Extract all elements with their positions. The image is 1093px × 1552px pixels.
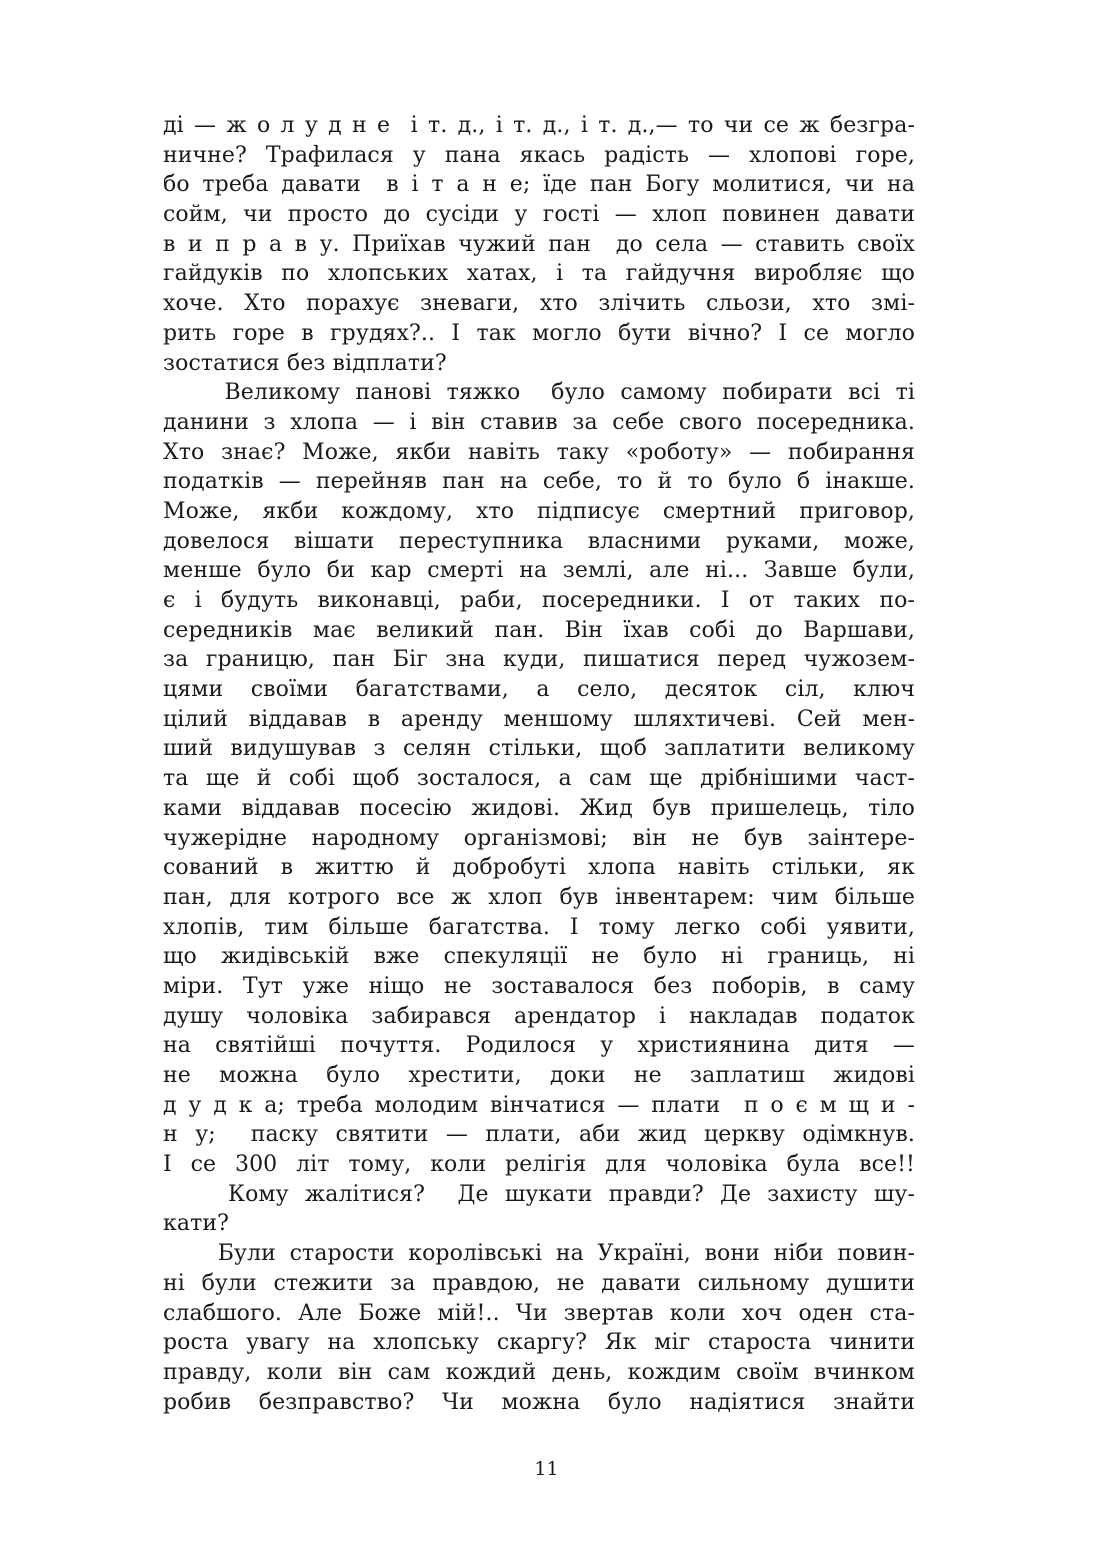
text-line: робив безправство? Чи можна було надіятися знайти xyxy=(163,1389,915,1415)
text-line: ничне? Трафилася у пана якась радість — хлопові горе, xyxy=(163,142,915,168)
text-line: кати? xyxy=(163,1211,229,1237)
text-line: середників має великий пан. Він їхав собі до Варшави, xyxy=(163,617,915,643)
text-line: Може, якби кождому, хто підписує смертний приговор, xyxy=(163,498,915,524)
text-line: Великому панові тяжко було самому побирати всі ті xyxy=(163,380,915,406)
text-line: міри. Тут уже ніщо не зоставалося без поборів, в саму xyxy=(163,973,915,999)
text-line: зостатися без відплати? xyxy=(163,350,447,376)
text-line: ді — ж о л у д н е і т. д., і т. д., і т. д.,— то чи се ж безгра- xyxy=(163,113,915,138)
text-line: Були старости королівські на Україні, вони ніби повин- xyxy=(163,1241,915,1267)
text-line: ками віддавав посесію жидові. Жид був пришелець, тіло xyxy=(163,795,915,821)
page-number: 11 xyxy=(534,1458,559,1480)
text-line: ні були стежити за правдою, не давати сильному душити xyxy=(163,1270,915,1296)
text-line: слабшого. Але Боже мій!.. Чи звертав коли хоч оден ста- xyxy=(163,1300,915,1326)
text-line: роста увагу на хлопську скаргу? Як міг староста чинити xyxy=(163,1330,915,1356)
text-line: на святійші почуття. Родилося у християнина дитя — xyxy=(163,1033,915,1059)
text-line: податків — перейняв пан на себе, то й то було б інакше. xyxy=(163,469,915,495)
text-line: сований в життю й добробуті хлопа навіть стільки, як xyxy=(163,855,915,881)
text-line: цями своїми багатствами, а село, десяток сіл, ключ xyxy=(163,677,915,703)
text-line: душу чоловіка забирався арендатор і накладав податок xyxy=(163,1003,915,1029)
text-line: за границю, пан Біг зна куди, пишатися перед чужозем- xyxy=(163,647,915,673)
text-line: хоче. Хто порахує зневаги, хто злічить сльози, хто змі- xyxy=(163,291,915,317)
body-text xyxy=(163,111,915,1417)
text-line: довелося вішати переступника власними руками, може, xyxy=(163,528,915,554)
text-line: н у; паску святити — плати, аби жид церкву одімкнув. xyxy=(163,1122,915,1148)
text-line: та ще й собі щоб зосталося, а сам ще дрібнішими част- xyxy=(163,766,915,792)
text-line: не можна було хрестити, доки не заплатиш жидові xyxy=(163,1063,915,1088)
text-line: пан, для котрого все ж хлоп був інвентарем: чим більше xyxy=(163,884,915,910)
text-line: що жидівській вже спекуляції не було ні границь, ні xyxy=(163,944,915,970)
text-line: сойм, чи просто до сусіди у гості — хлоп повинен давати xyxy=(163,202,915,228)
text-line: гайдуків по хлопських хатах, і та гайдучня виробляє що xyxy=(163,261,915,287)
text-line: є і будуть виконавці, раби, посередники. І от таких по- xyxy=(163,588,915,613)
text-line: ший видушував з селян стільки, щоб заплатити великому xyxy=(163,736,915,762)
text-line: Кому жалітися? Де шукати правди? Де захисту шу- xyxy=(163,1181,915,1207)
text-line: І се 300 літ тому, коли релігія для чоловіка була все!! xyxy=(163,1152,915,1178)
text-line: бо треба давати в і т а н е; їде пан Богу молитися, чи на xyxy=(163,172,915,198)
text-line: Хто знає? Може, якби навіть таку «роботу» — побирання xyxy=(163,439,915,465)
text-line: данини з хлопа — і він ставив за себе свого посередника. xyxy=(163,409,915,435)
text-line: чужерідне народному організмові; він не був заінтере- xyxy=(163,825,915,851)
text-line: хлопів, тим більше багатства. І тому легко собі уявити, xyxy=(163,914,915,940)
text-line: д у д к а; треба молодим вінчатися — плати п о є м щ и - xyxy=(163,1092,915,1118)
text-line: менше було би кар смерті на землі, але ні... Завше були, xyxy=(163,558,915,584)
text-line: правду, коли він сам кождий день, кождим своїм вчинком xyxy=(163,1359,915,1385)
text-line: в и п р а в у. Приїхав чужий пан до села — ставить своїх xyxy=(163,231,915,257)
text-line: цілий віддавав в аренду меншому шляхтичеві. Сей мен- xyxy=(163,706,915,732)
text-line: рить горе в грудях?.. І так могло бути вічно? І се могло xyxy=(163,320,915,346)
